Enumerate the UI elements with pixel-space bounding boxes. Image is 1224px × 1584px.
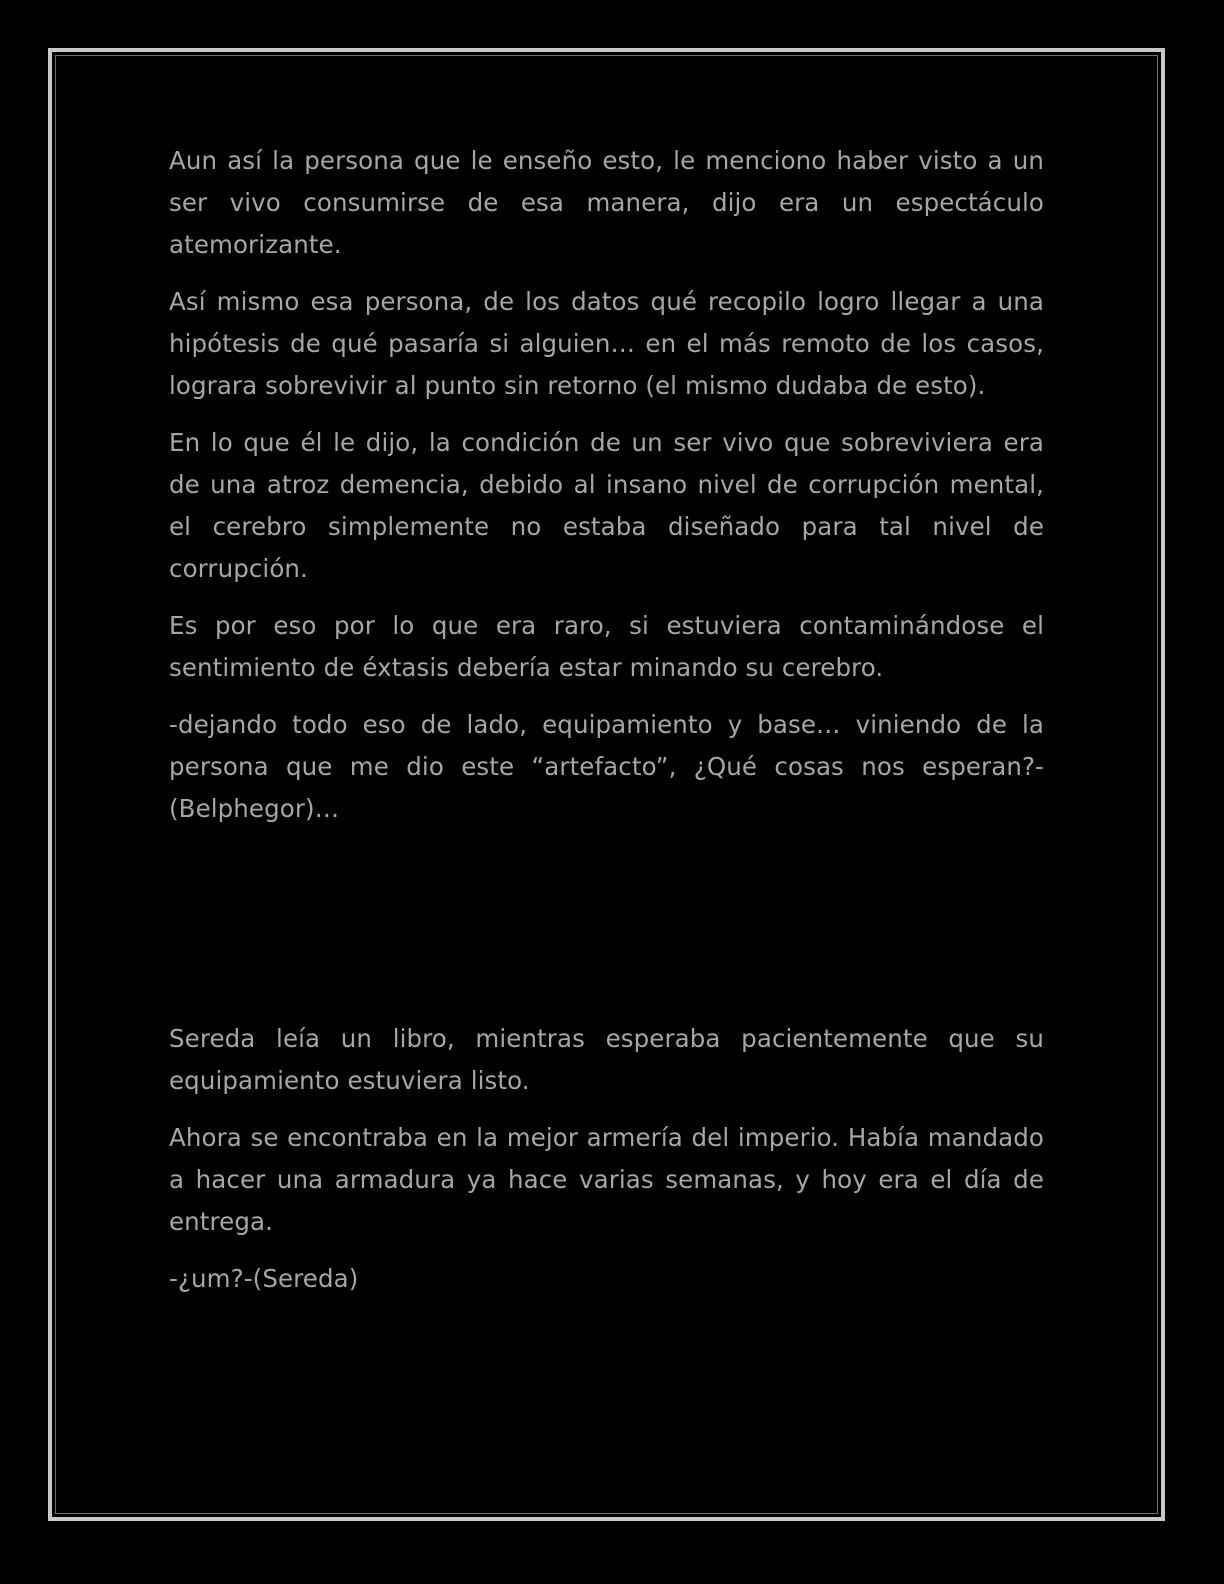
paragraph: Así mismo esa persona, de los datos qué recopilo logro llegar a una hipótesis de qué pasaría si alguien… en el más remoto de los casos, lograra sobrevivir al punto sin retorno (el mismo dudaba de esto). bbox=[169, 287, 1044, 400]
text-section-1 bbox=[169, 140, 1044, 845]
paragraph: Sereda leía un libro, mientras esperaba pacientemente que su equipamiento estuviera listo. bbox=[169, 1024, 1044, 1095]
paragraph: Ahora se encontraba en la mejor armería del imperio. Había mandado a hacer una armadura ya hace varias semanas, y hoy era el día de entrega. bbox=[169, 1123, 1044, 1236]
paragraph: -dejando todo eso de lado, equipamiento y base… viniendo de la persona que me dio este “artefacto”, ¿Qué cosas nos esperan?-(Belphegor)… bbox=[169, 710, 1044, 823]
paragraph: -¿um?-(Sereda) bbox=[169, 1264, 359, 1293]
paragraph: En lo que él le dijo, la condición de un ser vivo que sobreviviera era de una atroz demencia, debido al insano nivel de corrupción mental, el cerebro simplemente no estaba diseñado para tal nivel de corrupción. bbox=[169, 428, 1044, 583]
text-section-2 bbox=[169, 1018, 1044, 1315]
paragraph: Aun así la persona que le enseño esto, le menciono haber visto a un ser vivo consumirse de esa manera, dijo era un espectáculo atemorizante. bbox=[169, 146, 1044, 259]
paragraph: Es por eso por lo que era raro, si estuviera contaminándose el sentimiento de éxtasis debería estar minando su cerebro. bbox=[169, 611, 1044, 682]
